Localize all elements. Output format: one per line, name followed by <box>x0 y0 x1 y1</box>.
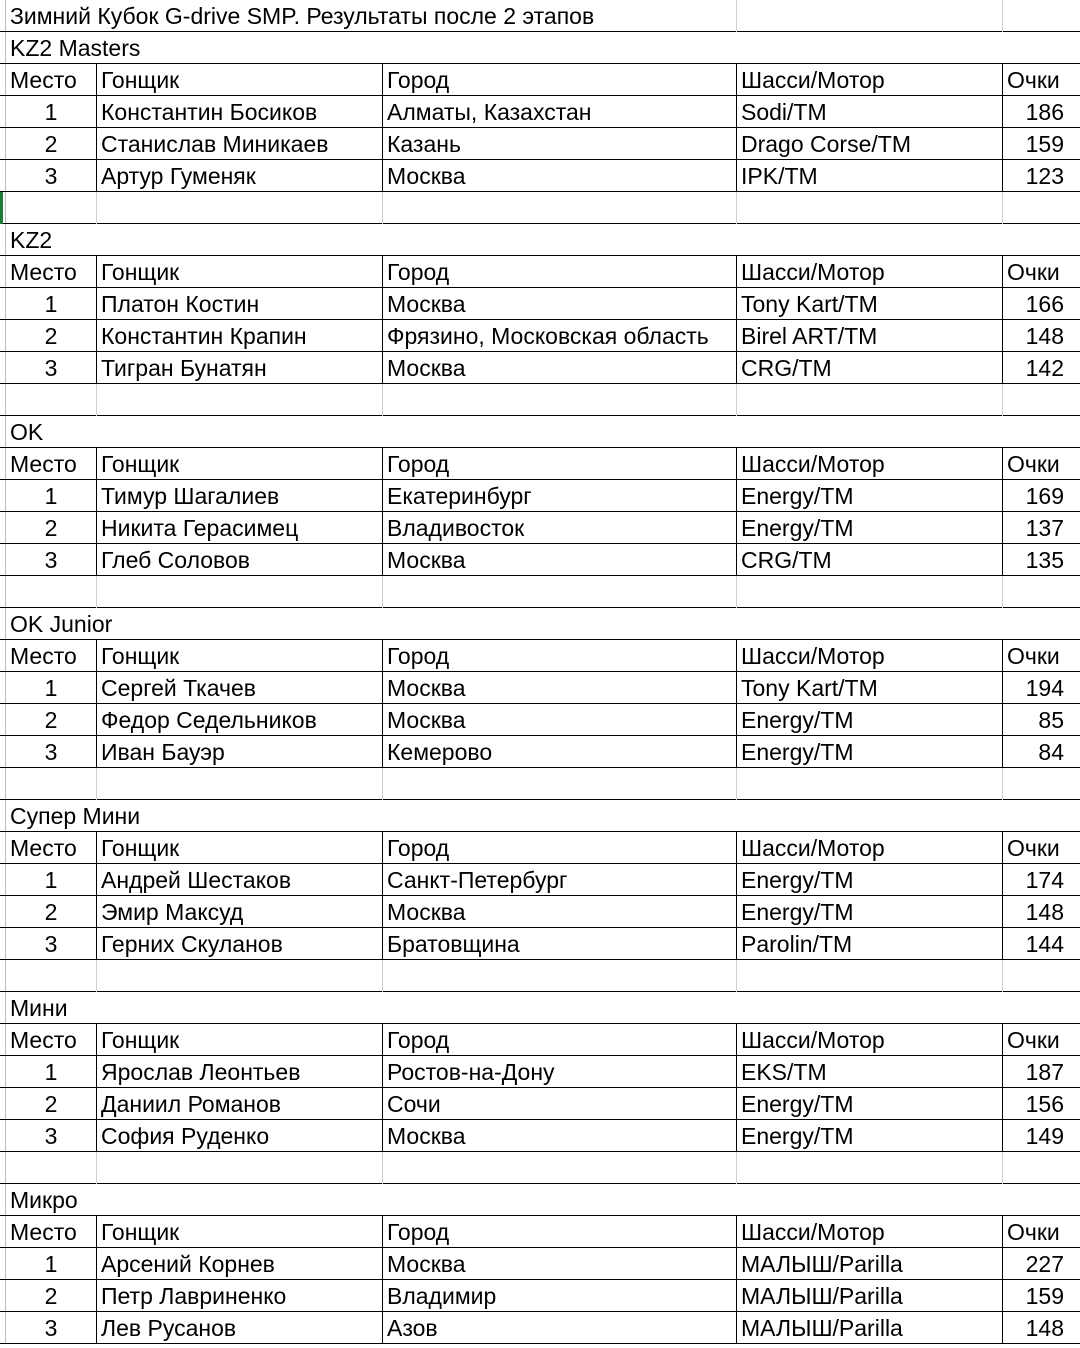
cell-driver: Константин Крапин <box>96 320 382 352</box>
cell-chassis: Energy/TM <box>736 480 1002 512</box>
cell-driver: Петр Лавриненко <box>96 1280 382 1312</box>
cell-city: Екатеринбург <box>382 480 736 512</box>
header-place: Место <box>10 451 77 477</box>
cell-chassis: МАЛЫШ/Parilla <box>736 1312 1002 1344</box>
table-row[interactable] <box>0 352 1080 384</box>
table-row[interactable] <box>0 1120 1080 1152</box>
cell-points: 85 <box>1002 704 1080 736</box>
cell-points: 166 <box>1002 288 1080 320</box>
cell-points: 159 <box>1002 1280 1080 1312</box>
cell-place: 1 <box>44 867 58 893</box>
empty-cell[interactable] <box>1002 384 1080 416</box>
cell-driver: Герних Скуланов <box>96 928 382 960</box>
cell-city: Фрязино, Московская область <box>382 320 736 352</box>
cell-points: 148 <box>1002 896 1080 928</box>
header-driver: Гонщик <box>96 1216 382 1248</box>
section-header-row[interactable] <box>0 32 1080 64</box>
header-chassis: Шасси/Мотор <box>736 448 1002 480</box>
cell-place: 3 <box>44 931 58 957</box>
empty-cell[interactable] <box>382 768 736 800</box>
header-place: Место <box>10 259 77 285</box>
cell-chassis: Energy/TM <box>736 1120 1002 1152</box>
cell-city: Кемерово <box>382 736 736 768</box>
cell-place: 2 <box>44 707 58 733</box>
cell-chassis: Energy/TM <box>736 736 1002 768</box>
cell-points: 156 <box>1002 1088 1080 1120</box>
header-city: Город <box>382 640 736 672</box>
empty-cell[interactable] <box>96 192 382 224</box>
section-header-row[interactable] <box>0 992 1080 1024</box>
empty-cell[interactable] <box>736 576 1002 608</box>
cell-points: 186 <box>1002 96 1080 128</box>
empty-cell[interactable] <box>96 384 382 416</box>
cell-driver: Андрей Шестаков <box>96 864 382 896</box>
header-chassis: Шасси/Мотор <box>736 1216 1002 1248</box>
cell-points: 135 <box>1002 544 1080 576</box>
cell-driver: Ярослав Леонтьев <box>96 1056 382 1088</box>
header-driver: Гонщик <box>96 256 382 288</box>
empty-cell[interactable] <box>1002 576 1080 608</box>
sheet-title: Зимний Кубок G-drive SMP. Результаты после 2 этапов <box>10 3 595 29</box>
empty-cell[interactable] <box>736 768 1002 800</box>
cell-place: 3 <box>44 739 58 765</box>
empty-row[interactable] <box>0 960 1080 992</box>
section-name: Супер Мини <box>10 803 141 829</box>
table-row[interactable] <box>0 896 1080 928</box>
column-header-row[interactable] <box>0 448 1080 480</box>
cell-driver: Сергей Ткачев <box>96 672 382 704</box>
header-points: Очки <box>1002 1024 1080 1056</box>
section-header-row[interactable] <box>0 416 1080 448</box>
cell-chassis: IPK/TM <box>736 160 1002 192</box>
section-header-row[interactable] <box>0 1184 1080 1216</box>
section-name: OK Junior <box>10 611 113 637</box>
header-place: Место <box>10 835 77 861</box>
cell-place: 1 <box>44 483 58 509</box>
table-row[interactable] <box>0 96 1080 128</box>
header-points: Очки <box>1002 64 1080 96</box>
cell-chassis: Sodi/TM <box>736 96 1002 128</box>
selection-marker <box>0 192 3 224</box>
section-name: OK <box>10 419 44 445</box>
section-header-row[interactable] <box>0 608 1080 640</box>
cell-city: Сочи <box>382 1088 736 1120</box>
empty-row[interactable] <box>0 384 1080 416</box>
header-chassis: Шасси/Мотор <box>736 832 1002 864</box>
cell-points: 149 <box>1002 1120 1080 1152</box>
table-row[interactable] <box>0 1056 1080 1088</box>
cell-driver: Глеб Соловов <box>96 544 382 576</box>
cell-city: Казань <box>382 128 736 160</box>
cell-chassis: Energy/TM <box>736 1088 1002 1120</box>
cell-points: 227 <box>1002 1248 1080 1280</box>
cell-city: Москва <box>382 896 736 928</box>
header-place: Место <box>10 67 77 93</box>
cell-chassis: Tony Kart/TM <box>736 672 1002 704</box>
cell-chassis: EKS/TM <box>736 1056 1002 1088</box>
title-row[interactable] <box>0 0 1080 32</box>
cell-chassis: Tony Kart/TM <box>736 288 1002 320</box>
header-chassis: Шасси/Мотор <box>736 640 1002 672</box>
cell-chassis: Parolin/TM <box>736 928 1002 960</box>
header-points: Очки <box>1002 448 1080 480</box>
cell-place: 1 <box>44 1059 58 1085</box>
results-sections <box>0 32 1080 1344</box>
cell-chassis: Energy/TM <box>736 896 1002 928</box>
header-city: Город <box>382 832 736 864</box>
cell-chassis: Energy/TM <box>736 864 1002 896</box>
header-city: Город <box>382 1024 736 1056</box>
cell-driver: Арсений Корнев <box>96 1248 382 1280</box>
cell-place: 3 <box>44 547 58 573</box>
empty-cell[interactable] <box>382 576 736 608</box>
column-header-row[interactable] <box>0 640 1080 672</box>
table-row[interactable] <box>0 160 1080 192</box>
cell-points: 174 <box>1002 864 1080 896</box>
cell-city: Москва <box>382 704 736 736</box>
section-name: KZ2 <box>10 227 53 253</box>
cell-driver: Даниил Романов <box>96 1088 382 1120</box>
cell-chassis: Birel ART/TM <box>736 320 1002 352</box>
header-chassis: Шасси/Мотор <box>736 1024 1002 1056</box>
cell-city: Братовщина <box>382 928 736 960</box>
column-header-row[interactable] <box>0 64 1080 96</box>
empty-cell[interactable] <box>1002 960 1080 992</box>
header-driver: Гонщик <box>96 448 382 480</box>
header-place: Место <box>10 643 77 669</box>
section-name: KZ2 Masters <box>10 35 141 61</box>
cell-chassis: МАЛЫШ/Parilla <box>736 1280 1002 1312</box>
cell-driver: Иван Бауэр <box>96 736 382 768</box>
header-points: Очки <box>1002 256 1080 288</box>
cell-place: 1 <box>44 1251 58 1277</box>
cell-place: 2 <box>44 1283 58 1309</box>
table-row[interactable] <box>0 1312 1080 1344</box>
cell-points: 84 <box>1002 736 1080 768</box>
section-name: Мини <box>10 995 68 1021</box>
empty-cell[interactable] <box>382 384 736 416</box>
table-row[interactable] <box>0 704 1080 736</box>
table-row[interactable] <box>0 544 1080 576</box>
section-header-row[interactable] <box>0 800 1080 832</box>
empty-cell[interactable] <box>96 768 382 800</box>
header-driver: Гонщик <box>96 64 382 96</box>
cell-driver: Никита Герасимец <box>96 512 382 544</box>
empty-row[interactable] <box>0 768 1080 800</box>
cell-points: 144 <box>1002 928 1080 960</box>
empty-cell[interactable] <box>96 960 382 992</box>
cell-place: 2 <box>44 131 58 157</box>
cell-driver: Платон Костин <box>96 288 382 320</box>
cell-place: 3 <box>44 355 58 381</box>
table-row[interactable] <box>0 864 1080 896</box>
cell-city: Владивосток <box>382 512 736 544</box>
cell-chassis: Energy/TM <box>736 512 1002 544</box>
cell-place: 2 <box>44 515 58 541</box>
column-header-row[interactable] <box>0 1024 1080 1056</box>
empty-cell[interactable] <box>382 192 736 224</box>
empty-cell[interactable] <box>1002 0 1080 32</box>
column-header-row[interactable] <box>0 1216 1080 1248</box>
cell-place: 3 <box>44 1123 58 1149</box>
cell-city: Азов <box>382 1312 736 1344</box>
cell-chassis: CRG/TM <box>736 352 1002 384</box>
table-row[interactable] <box>0 928 1080 960</box>
empty-cell[interactable] <box>96 576 382 608</box>
header-place: Место <box>10 1219 77 1245</box>
empty-cell[interactable] <box>736 1152 1002 1184</box>
cell-driver: Федор Седельников <box>96 704 382 736</box>
cell-driver: Тигран Бунатян <box>96 352 382 384</box>
header-driver: Гонщик <box>96 832 382 864</box>
cell-points: 148 <box>1002 1312 1080 1344</box>
table-row[interactable] <box>0 672 1080 704</box>
empty-cell[interactable] <box>736 960 1002 992</box>
table-row[interactable] <box>0 288 1080 320</box>
empty-cell[interactable] <box>736 192 1002 224</box>
cell-place: 3 <box>44 163 58 189</box>
header-points: Очки <box>1002 1216 1080 1248</box>
cell-driver: Тимур Шагалиев <box>96 480 382 512</box>
cell-city: Москва <box>382 544 736 576</box>
cell-points: 137 <box>1002 512 1080 544</box>
cell-points: 148 <box>1002 320 1080 352</box>
cell-place: 2 <box>44 1091 58 1117</box>
table-row[interactable] <box>0 320 1080 352</box>
cell-place: 2 <box>44 899 58 925</box>
cell-city: Москва <box>382 672 736 704</box>
cell-driver: София Руденко <box>96 1120 382 1152</box>
cell-driver: Эмир Максуд <box>96 896 382 928</box>
cell-points: 159 <box>1002 128 1080 160</box>
table-row[interactable] <box>0 128 1080 160</box>
header-driver: Гонщик <box>96 1024 382 1056</box>
table-row[interactable] <box>0 480 1080 512</box>
header-chassis: Шасси/Мотор <box>736 256 1002 288</box>
cell-points: 169 <box>1002 480 1080 512</box>
cell-city: Москва <box>382 288 736 320</box>
cell-chassis: Drago Corse/TM <box>736 128 1002 160</box>
empty-cell[interactable] <box>736 384 1002 416</box>
header-points: Очки <box>1002 832 1080 864</box>
cell-points: 142 <box>1002 352 1080 384</box>
empty-cell[interactable] <box>1002 1152 1080 1184</box>
cell-driver: Станислав Миникаев <box>96 128 382 160</box>
cell-driver: Константин Босиков <box>96 96 382 128</box>
cell-points: 187 <box>1002 1056 1080 1088</box>
cell-place: 1 <box>44 291 58 317</box>
cell-city: Москва <box>382 352 736 384</box>
cell-place: 3 <box>44 1315 58 1341</box>
cell-points: 123 <box>1002 160 1080 192</box>
cell-place: 1 <box>44 99 58 125</box>
empty-cell[interactable] <box>736 0 1002 32</box>
table-row[interactable] <box>0 1280 1080 1312</box>
cell-place: 2 <box>44 323 58 349</box>
empty-cell[interactable] <box>96 1152 382 1184</box>
cell-chassis: МАЛЫШ/Parilla <box>736 1248 1002 1280</box>
cell-city: Санкт-Петербург <box>382 864 736 896</box>
cell-city: Ростов-на-Дону <box>382 1056 736 1088</box>
header-city: Город <box>382 1216 736 1248</box>
header-points: Очки <box>1002 640 1080 672</box>
section-name: Микро <box>10 1187 78 1213</box>
table-row[interactable] <box>0 512 1080 544</box>
empty-cell[interactable] <box>382 960 736 992</box>
cell-city: Владимир <box>382 1280 736 1312</box>
column-header-row[interactable] <box>0 256 1080 288</box>
table-row[interactable] <box>0 1088 1080 1120</box>
empty-row[interactable] <box>0 192 1080 224</box>
header-place: Место <box>10 1027 77 1053</box>
empty-cell[interactable] <box>382 1152 736 1184</box>
section-header-row[interactable] <box>0 224 1080 256</box>
table-row[interactable] <box>0 1248 1080 1280</box>
table-row[interactable] <box>0 736 1080 768</box>
header-city: Город <box>382 256 736 288</box>
header-city: Город <box>382 448 736 480</box>
header-driver: Гонщик <box>96 640 382 672</box>
column-header-row[interactable] <box>0 832 1080 864</box>
header-chassis: Шасси/Мотор <box>736 64 1002 96</box>
cell-driver: Артур Гуменяк <box>96 160 382 192</box>
cell-city: Москва <box>382 160 736 192</box>
empty-cell[interactable] <box>1002 192 1080 224</box>
cell-points: 194 <box>1002 672 1080 704</box>
header-city: Город <box>382 64 736 96</box>
empty-row[interactable] <box>0 576 1080 608</box>
cell-city: Алматы, Казахстан <box>382 96 736 128</box>
cell-city: Москва <box>382 1248 736 1280</box>
cell-chassis: Energy/TM <box>736 704 1002 736</box>
empty-row[interactable] <box>0 1152 1080 1184</box>
empty-cell[interactable] <box>1002 768 1080 800</box>
cell-driver: Лев Русанов <box>96 1312 382 1344</box>
cell-city: Москва <box>382 1120 736 1152</box>
cell-chassis: CRG/TM <box>736 544 1002 576</box>
cell-place: 1 <box>44 675 58 701</box>
